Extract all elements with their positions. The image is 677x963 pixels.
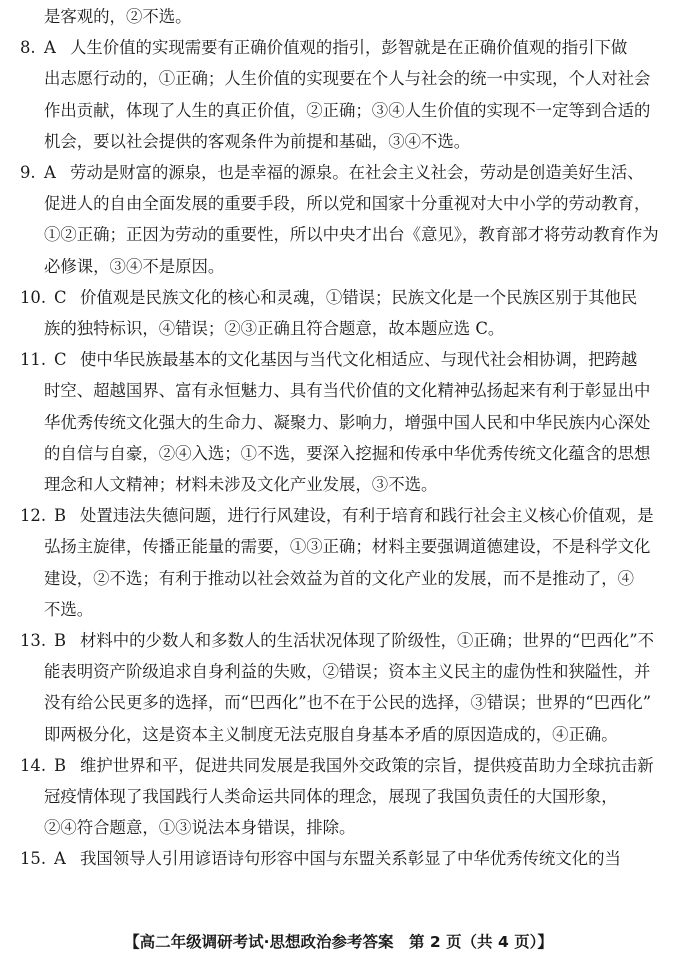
answer-item-continuation-line xyxy=(0,408,677,438)
answer-item-continuation-line xyxy=(0,813,677,843)
answer-item-continuation-line xyxy=(0,564,677,594)
answer-item-continuation-line xyxy=(0,127,677,157)
answer-letter: B xyxy=(54,755,67,775)
explanation-text: 价值观是民族文化的核心和灵魂，①错误；民族文化是一个民族区别于其他民 xyxy=(80,287,638,307)
answer-item-continuation-line xyxy=(0,252,677,282)
answer-item-continuation-line xyxy=(0,96,677,126)
answer-item-first-line xyxy=(0,33,677,63)
answer-item-continuation-line xyxy=(0,688,677,718)
answer-item-continuation-line xyxy=(0,532,677,562)
explanation-text: 华优秀传统文化强大的生命力、凝聚力、影响力，增强中国人民和中华民族内心深处 xyxy=(44,412,651,432)
explanation-text: 理念和人文精神；材料未涉及文化产业发展，③不选。 xyxy=(44,475,438,494)
answer-item-continuation-line xyxy=(0,782,677,812)
answer-letter: B xyxy=(54,631,67,650)
answer-item-first-line xyxy=(0,158,677,188)
explanation-text: ②④符合题意，①③说法本身错误，排除。 xyxy=(44,818,356,838)
explanation-text: 必修课，③④不是原因。 xyxy=(44,256,225,276)
answer-item-continuation-line xyxy=(0,720,677,750)
answer-item-first-line xyxy=(0,626,677,656)
answer-item-continuation-line xyxy=(0,376,677,406)
explanation-text: ①②正确；正因为劳动的重要性，所以中央才出台《意见》，教育部才将劳动教育作为 xyxy=(44,225,659,245)
explanation-text: 我国领导人引用谚语诗句形容中国与东盟关系彰显了中华优秀传统文化的当 xyxy=(80,849,621,869)
answer-item-first-line xyxy=(0,751,677,781)
answer-item-continuation-line xyxy=(0,2,677,32)
question-number: 12. xyxy=(20,506,47,526)
answer-item-continuation-line xyxy=(0,470,677,500)
answer-item-first-line xyxy=(0,283,677,313)
explanation-text: 弘扬主旋律，传播正能量的需要，①③正确；材料主要强调道德建设，不是科学文化 xyxy=(44,537,651,557)
explanation-text: 维护世界和平，促进共同发展是我国外交政策的宗旨，提供疫苗助力全球抗击新 xyxy=(80,755,654,775)
explanation-text: 是客观的，②不选。 xyxy=(44,7,192,26)
explanation-text: 没有给公民更多的选择，而“巴西化”也不在于公民的选择，③错误；世界的“巴西化” xyxy=(44,693,652,713)
explanation-text: 材料中的少数人和多数人的生活状况体现了阶级性，①正确；世界的“巴西化”不 xyxy=(80,631,655,650)
explanation-text: 劳动是财富的源泉，也是幸福的源泉。在社会主义社会，劳动是创造美好生活、 xyxy=(70,163,644,182)
question-number: 13. xyxy=(20,631,47,650)
answer-item-continuation-line xyxy=(0,314,677,344)
answer-item-continuation-line xyxy=(0,595,677,625)
question-number: 14. xyxy=(20,755,47,775)
question-number: 9. xyxy=(20,163,36,182)
question-number: 10. xyxy=(20,287,47,307)
explanation-text: 即两极分化，这是资本主义制度无法克服自身基本矛盾的原因造成的，④正确。 xyxy=(44,724,618,744)
page-footer: 【高二年级调研考试·思想政治参考答案 第 2 页（共 4 页）】 xyxy=(124,933,553,951)
answer-letter: A xyxy=(54,849,66,869)
explanation-text: 处置违法失德问题，进行行风建设，有利于培育和践行社会主义核心价值观，是 xyxy=(80,506,654,526)
explanation-text: 不选。 xyxy=(44,599,94,619)
answer-item-first-line xyxy=(0,345,677,375)
answer-item-continuation-line xyxy=(0,189,677,219)
question-number: 15. xyxy=(20,849,47,869)
explanation-text: 的自信与自豪，②④入选；①不选，要深入挖掘和传承中华优秀传统文化蕴含的思想 xyxy=(44,443,651,463)
question-number: 8. xyxy=(20,38,36,58)
answer-letter: C xyxy=(54,287,67,307)
explanation-text: 能表明资产阶级追求自身利益的失败，②错误；资本主义民主的虚伪性和狭隘性，并 xyxy=(44,662,651,682)
explanation-text: 作出贡献，体现了人生的真正价值，②正确；③④人生价值的实现不一定等到合适的 xyxy=(44,100,651,120)
explanation-text: 时空、超越国界、富有永恒魅力、具有当代价值的文化精神弘扬起来有利于彰显出中 xyxy=(44,381,651,401)
answer-letter: A xyxy=(44,163,56,182)
explanation-text: 出志愿行动的，①正确；人生价值的实现要在个人与社会的统一中实现，个人对社会 xyxy=(44,69,651,89)
answer-item-continuation-line xyxy=(0,657,677,687)
answer-letter: C xyxy=(54,350,67,370)
explanation-text: 族的独特标识，④错误；②③正确且符合题意，故本题应选 C。 xyxy=(44,319,505,338)
explanation-text: 机会，要以社会提供的客观条件为前提和基础，③④不选。 xyxy=(44,131,471,151)
explanation-text: 促进人的自由全面发展的重要手段，所以党和国家十分重视对大中小学的劳动教育， xyxy=(44,194,651,214)
answer-item-continuation-line xyxy=(0,220,677,250)
explanation-text: 冠疫情体现了我国践行人类命运共同体的理念，展现了我国负责任的大国形象， xyxy=(44,787,618,806)
explanation-text: 人生价值的实现需要有正确价值观的指引，彭智就是在正确价值观的指引下做 xyxy=(70,38,628,58)
answer-letter: A xyxy=(44,38,56,58)
answer-item-first-line xyxy=(0,844,677,874)
explanation-text: 使中华民族最基本的文化基因与当代文化相适应、与现代社会相协调，把跨越 xyxy=(80,350,638,370)
answer-letter: B xyxy=(54,506,67,526)
answer-item-continuation-line xyxy=(0,64,677,94)
answer-item-first-line xyxy=(0,501,677,531)
explanation-text: 建设，②不选；有利于推动以社会效益为首的文化产业的发展，而不是推动了，④ xyxy=(44,568,635,588)
answer-item-continuation-line xyxy=(0,439,677,469)
question-number: 11. xyxy=(20,350,47,370)
